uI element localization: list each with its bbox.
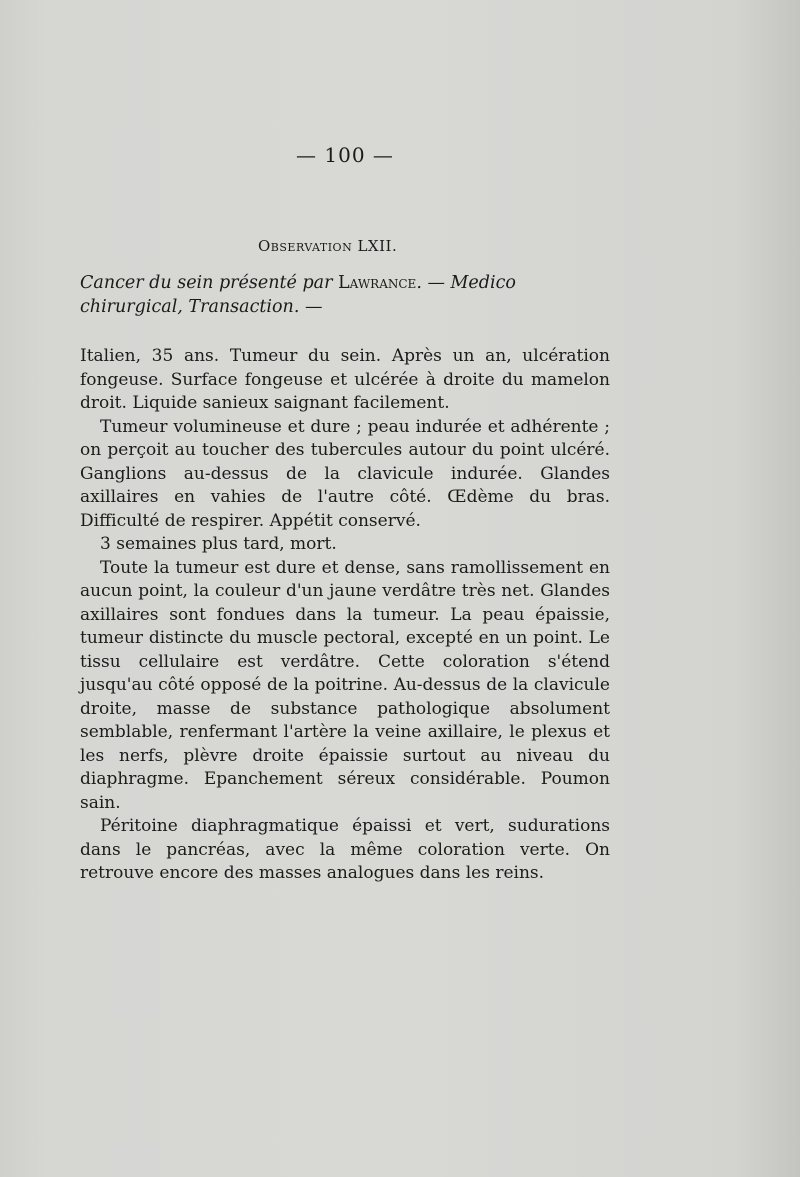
page-number: — 100 — xyxy=(296,143,394,167)
subtitle-author: Lawrance xyxy=(338,273,417,293)
subtitle-text-end: . — Medico chirurgical, Transaction. — xyxy=(80,273,516,317)
observation-subtitle xyxy=(80,272,610,319)
paragraph-autopsy: Toute la tumeur est dure et dense, sans ramollissement en aucun point, la couleur d'un jaune verdâtre très net. Glandes axillaires sont fondues dans la tumeur. La peau épaissie, tumeur distincte du muscle pectoral, excepté en un point. Le tissu cellulaire est verdâtre. Cette coloration s'étend jusqu'au côté opposé de la poitrine. Au-dessus de la clavicule droite, masse de substance pathologique absolument semblable, renfermant l'artère la veine axillaire, le plexus et les nerfs, plèvre droite épaissie surtout au niveau du diaphragme. Epanchement séreux considérable. Poumon sain. xyxy=(80,557,610,813)
paragraph-symptoms: Tumeur volumineuse et dure ; peau indurée et adhérente ; on perçoit au toucher des tubercules autour du point ulcéré. Ganglions au-dessus de la clavicule indurée. Glandes axillaires en vahies de l'autre côté. Œdème du bras. Difficulté de respirer. Appétit conservé. xyxy=(80,416,610,531)
paragraph-history: Italien, 35 ans. Tumeur du sein. Après un an, ulcération fongeuse. Surface fongeuse et ulcérée à droite du mamelon droit. Liquide sanieux saignant facilement. xyxy=(80,346,610,413)
paragraph-outcome: 3 semaines plus tard, mort. xyxy=(100,534,337,554)
paragraph-peritoneum: Péritoine diaphragmatique épaissi et vert, sudurations dans le pancréas, avec la même coloration verte. On retrouve encore des masses analogues dans les reins. xyxy=(80,816,610,883)
subtitle-text-start: Cancer du sein présenté par xyxy=(80,273,339,293)
observation-title: Observation LXII. xyxy=(258,237,398,255)
observation-body xyxy=(80,345,610,886)
